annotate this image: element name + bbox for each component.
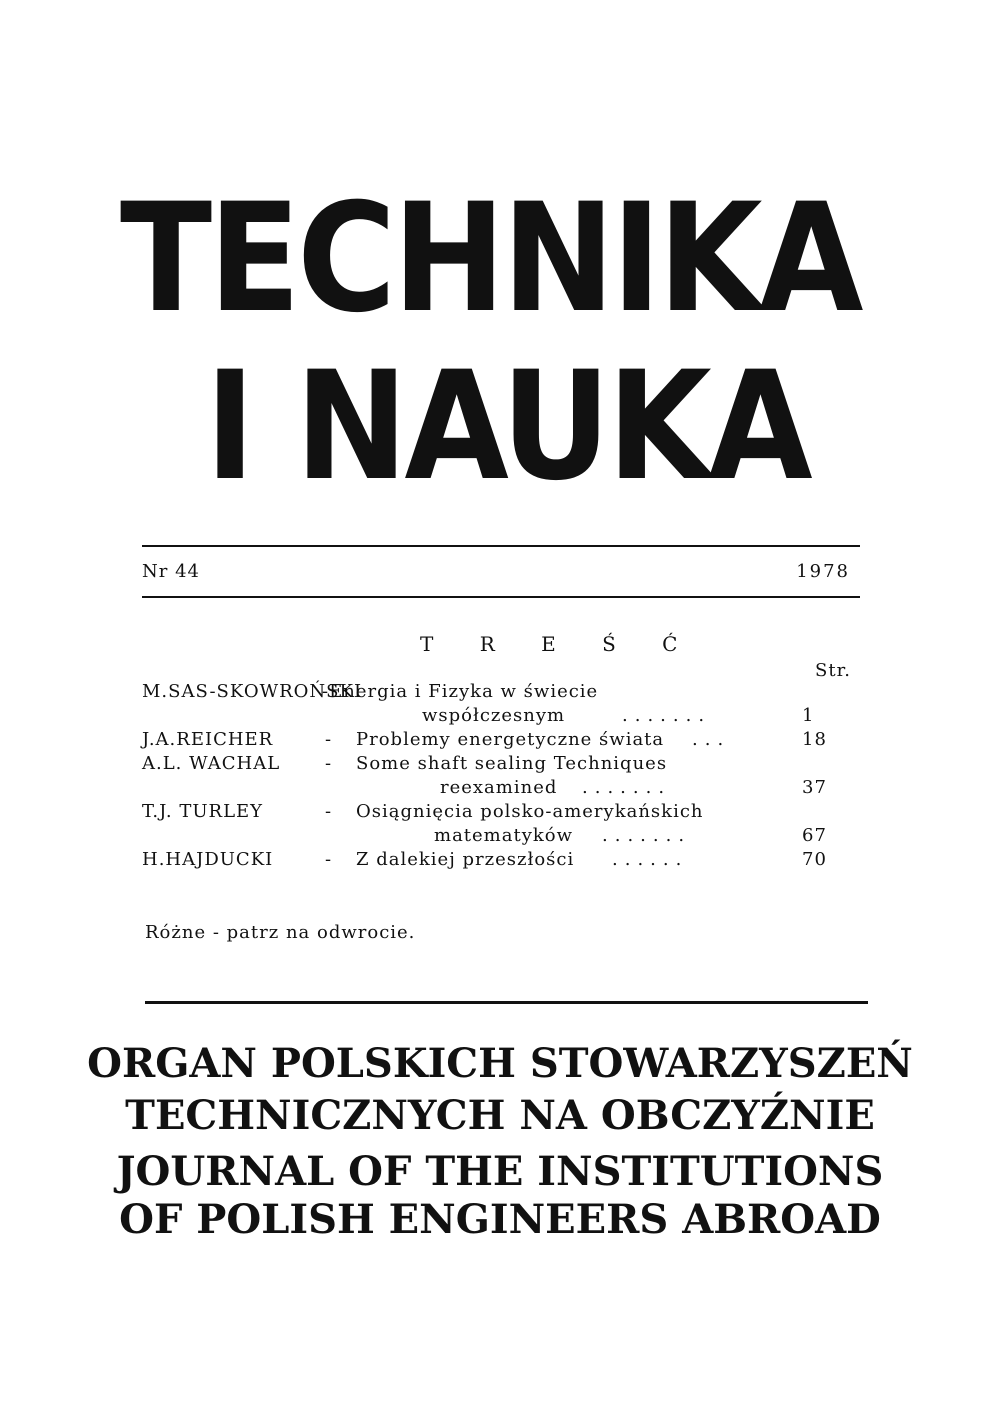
footer-journal-line-2: OF POLISH ENGINEERS ABROAD <box>119 1196 881 1243</box>
masthead-title-line-2: I NAUKA <box>205 340 810 514</box>
issue-number: Nr 44 <box>142 561 200 582</box>
toc-author: M.SAS-SKOWROŃSKI <box>142 681 363 702</box>
toc-entry <box>142 800 862 824</box>
toc-page-number: 70 <box>802 849 827 870</box>
rule-bottom <box>142 596 860 598</box>
toc-author: H.HAJDUCKI <box>142 849 274 870</box>
toc-leader-dots: ... <box>692 729 731 750</box>
table-of-contents <box>142 680 862 872</box>
toc-dash: - <box>325 801 333 822</box>
toc-title-continuation: reexamined <box>440 777 558 798</box>
toc-entry-continuation <box>142 704 862 728</box>
toc-title: -Energia i Fizyka w świecie <box>322 681 599 702</box>
toc-entry <box>142 752 862 776</box>
footer-organ-line-1: ORGAN POLSKICH STOWARZYSZEŃ <box>87 1040 913 1087</box>
footer-organ-line-2: TECHNICZNYCH NA OBCZYŹNIE <box>125 1092 875 1139</box>
rule-top <box>142 545 860 547</box>
toc-leader-dots: ....... <box>622 705 712 726</box>
toc-dash: - <box>325 753 333 774</box>
toc-page-header: Str. <box>815 660 851 681</box>
toc-leader-dots: ....... <box>582 777 672 798</box>
note-text: Różne - patrz na odwrocie. <box>145 922 416 943</box>
toc-leader-dots: ...... <box>612 849 689 870</box>
toc-page-number: 1 <box>802 705 815 726</box>
toc-title: Problemy energetyczne świata <box>356 729 665 750</box>
toc-title: Osiągnięcia polsko-amerykańskich <box>356 801 704 822</box>
toc-page-number: 18 <box>802 729 827 750</box>
toc-dash: - <box>325 729 333 750</box>
toc-author: T.J. TURLEY <box>142 801 264 822</box>
toc-title: Z dalekiej przeszłości <box>356 849 575 870</box>
toc-entry-continuation <box>142 776 862 800</box>
toc-leader-dots: ....... <box>602 825 692 846</box>
issue-year: 1978 <box>796 561 850 582</box>
toc-title-continuation: współczesnym <box>422 705 566 726</box>
toc-entry <box>142 848 862 872</box>
toc-entry-continuation <box>142 824 862 848</box>
toc-title-continuation: matematyków <box>434 825 574 846</box>
footer-journal-line-1: JOURNAL OF THE INSTITUTIONS <box>116 1148 884 1195</box>
rule-footer <box>145 1001 868 1004</box>
toc-heading: T R E Ś Ć <box>420 632 698 656</box>
toc-page-number: 37 <box>802 777 827 798</box>
toc-dash: - <box>325 849 333 870</box>
toc-author: A.L. WACHAL <box>142 753 281 774</box>
toc-entry <box>142 728 862 752</box>
toc-title: Some shaft sealing Techniques <box>356 753 668 774</box>
toc-author: J.A.REICHER <box>142 729 274 750</box>
toc-page-number: 67 <box>802 825 827 846</box>
toc-entry <box>142 680 862 704</box>
masthead-title-line-1: TECHNIKA <box>120 172 860 346</box>
